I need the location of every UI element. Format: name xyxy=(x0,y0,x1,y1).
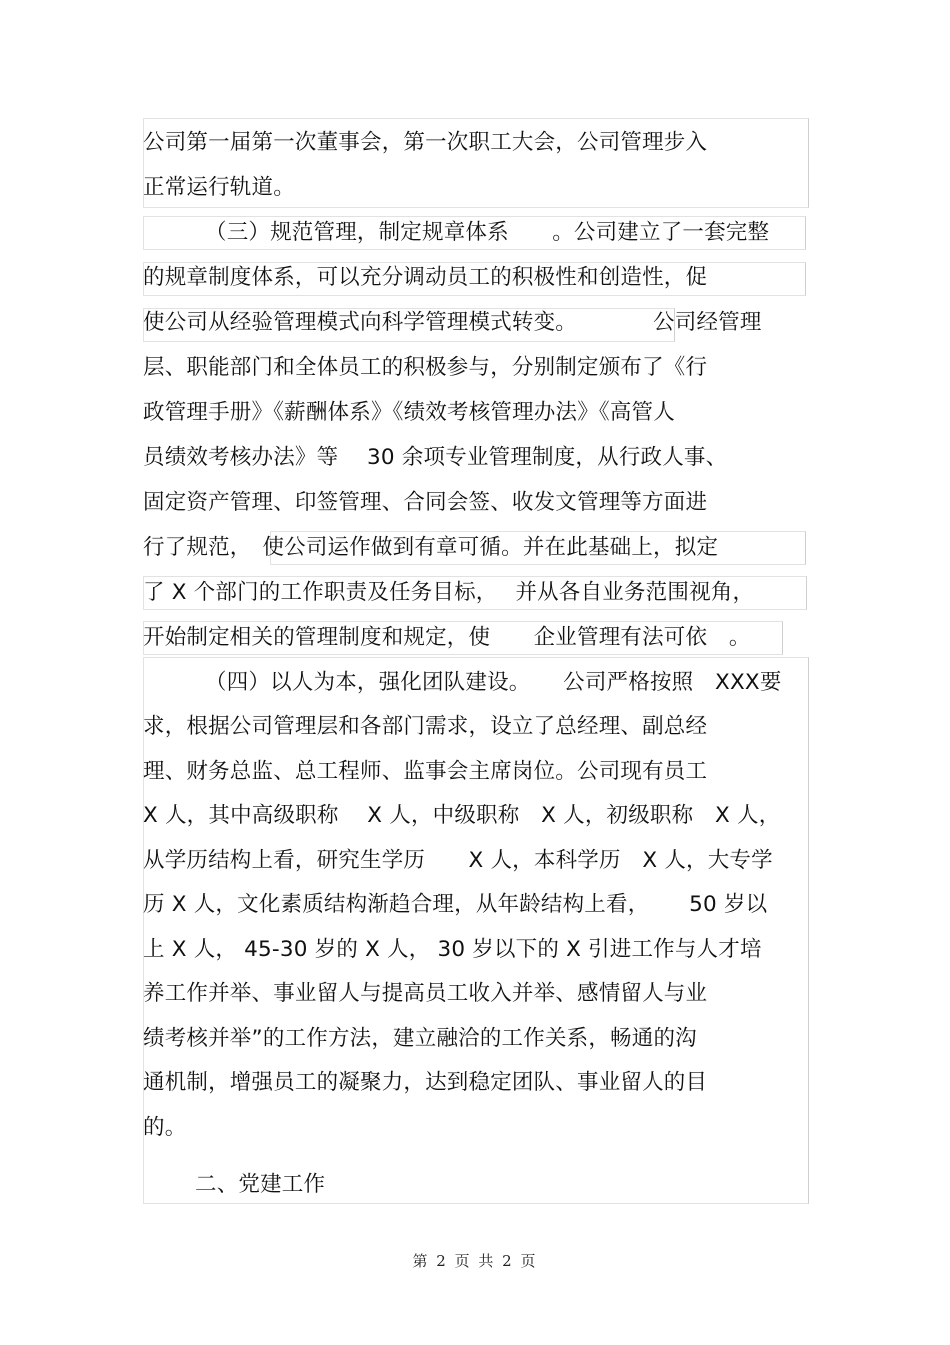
text-line: （四）以人为本，强化团队建设。 公司严格按照 XXX要 xyxy=(205,670,782,695)
text-line: 政管理手册》《薪酬体系》《绩效考核管理办法》《高管人 xyxy=(143,400,675,425)
text-line: 固定资产管理、印签管理、合同会签、收发文管理等方面进 xyxy=(143,490,708,515)
text-line: （三）规范管理，制定规章体系 。公司建立了一套完整 xyxy=(205,220,770,245)
text-line: 行了规范， 使公司运作做到有章可循。并在此基础上，拟定 xyxy=(143,535,719,560)
text-line: 通机制，增强员工的凝聚力，达到稳定团队、事业留人的目 xyxy=(143,1070,708,1095)
text-line: 从学历结构上看，研究生学历 X 人，本科学历 X 人，大专学 xyxy=(143,848,773,873)
text-line: 绩考核并举”的工作方法，建立融洽的工作关系，畅通的沟 xyxy=(143,1026,697,1051)
text-line: 求，根据公司管理层和各部门需求，设立了总经理、副总经 xyxy=(143,714,708,739)
text-line: 公司第一届第一次董事会，第一次职工大会，公司管理步入 xyxy=(143,130,708,155)
text-line: 层、职能部门和全体员工的积极参与，分别制定颁布了《行 xyxy=(143,355,708,380)
text-line: 养工作并举、事业留人与提高员工收入并举、感情留人与业 xyxy=(143,981,708,1006)
text-line: 了 X 个部门的工作职责及任务目标， 并从各自业务范围视角， xyxy=(143,580,755,605)
text-line: 历 X 人，文化素质结构渐趋合理，从年龄结构上看， 50 岁以 xyxy=(143,892,768,917)
text-line: 的。 xyxy=(143,1115,187,1140)
section-heading: 二、党建工作 xyxy=(195,1172,326,1197)
text-line: 开始制定相关的管理制度和规定，使 企业管理有法可依 。 xyxy=(143,625,751,650)
text-line: 使公司从经验管理模式向科学管理模式转变。 公司经管理 xyxy=(143,310,762,335)
page-footer: 第 2 页 共 2 页 xyxy=(412,1252,538,1270)
text-line: 理、财务总监、总工程师、监事会主席岗位。公司现有员工 xyxy=(143,759,708,784)
text-line: 正常运行轨道。 xyxy=(143,175,295,200)
text-line: 的规章制度体系，可以充分调动员工的积极性和创造性，促 xyxy=(143,265,708,290)
text-line: 上 X 人， 45-30 岁的 X 人， 30 岁以下的 X 引进工作与人才培 xyxy=(143,937,762,962)
text-line: X 人，其中高级职称 X 人，中级职称 X 人，初级职称 X 人， xyxy=(143,803,781,828)
text-line: 员绩效考核办法》等 30 余项专业管理制度，从行政人事、 xyxy=(143,445,728,470)
